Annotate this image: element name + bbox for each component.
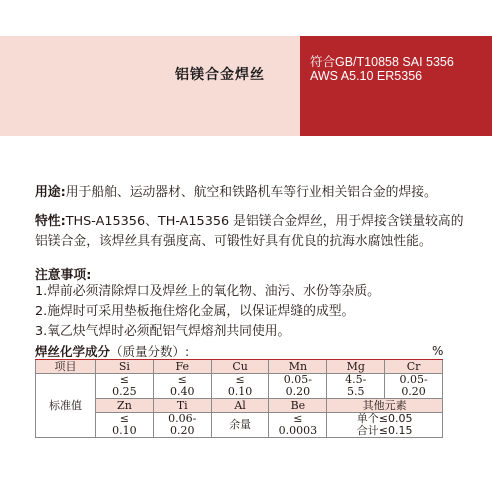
element-header: Cu <box>211 360 269 374</box>
value-cell: ≤ 0.0003 <box>269 413 327 438</box>
chemistry-title <box>35 342 189 360</box>
value-cell: 0.06- 0.20 <box>153 413 211 438</box>
feature-text: THS-A15356、TH-A15356 是铝镁合金焊丝，用于焊接含镁量较高的铝镁合金，该焊丝具有强度高、可锻性好具有优良的抗海水腐蚀性能。 <box>35 214 464 249</box>
table-row <box>36 374 443 399</box>
chemistry-title-main: 焊丝化学成分 <box>35 344 111 359</box>
value-cell: 余量 <box>211 413 269 438</box>
element-header: 其他元素 <box>327 399 443 413</box>
usage-text: 用于船舶、运动器材、航空和铁路机车等行业相关铝合金的焊接。 <box>65 185 437 200</box>
chemistry-table <box>35 360 443 438</box>
element-header: Cr <box>385 360 443 374</box>
element-header: Mg <box>327 360 385 374</box>
value-cell: 单个≤0.05 合计≤0.15 <box>327 413 443 438</box>
value-cell: ≤ 0.10 <box>211 374 269 399</box>
standard-value-label: 标准值 <box>36 374 96 438</box>
element-header: Si <box>96 360 154 374</box>
product-title: 铝镁合金焊丝 <box>175 67 265 83</box>
notice-title: 注意事项: <box>35 268 92 283</box>
feature-paragraph <box>35 212 465 252</box>
table-header-row <box>36 399 443 413</box>
element-header: Fe <box>153 360 211 374</box>
chemistry-unit: % <box>432 344 444 358</box>
row-label-cell: 项目 <box>36 360 96 374</box>
notice-item: 1.焊前必须清除焊口及焊丝上的氧化物、油污、水份等杂质。 <box>35 284 380 299</box>
value-cell: 0.05- 0.20 <box>269 374 327 399</box>
standard-spec-box <box>300 36 492 136</box>
chemistry-title-sub: （质量分数）: <box>110 344 190 359</box>
value-cell: ≤ 0.10 <box>96 413 154 438</box>
element-header: Be <box>269 399 327 413</box>
element-header: Mn <box>269 360 327 374</box>
usage-paragraph <box>35 183 465 203</box>
value-cell: ≤ 0.40 <box>153 374 211 399</box>
element-header: Zn <box>96 399 154 413</box>
usage-label: 用途: <box>35 185 66 200</box>
spec-line-aws: AWS A5.10 ER5356 <box>310 69 423 83</box>
value-cell: 4.5- 5.5 <box>327 374 385 399</box>
value-cell: ≤ 0.25 <box>96 374 154 399</box>
table-row <box>36 413 443 438</box>
spec-line-gb: 符合GB/T10858 SAI 5356 <box>310 55 454 69</box>
value-cell: 0.05- 0.20 <box>385 374 443 399</box>
notice-list <box>35 282 465 342</box>
element-header: Ti <box>153 399 211 413</box>
notice-item: 3.氧乙炔气焊时必须配铝气焊熔剂共同使用。 <box>35 324 291 339</box>
element-header: Al <box>211 399 269 413</box>
feature-label: 特性: <box>35 214 66 229</box>
table-header-row <box>36 360 443 374</box>
notice-item: 2.施焊时可采用垫板拖住熔化金属，以保证焊缝的成型。 <box>35 304 355 319</box>
